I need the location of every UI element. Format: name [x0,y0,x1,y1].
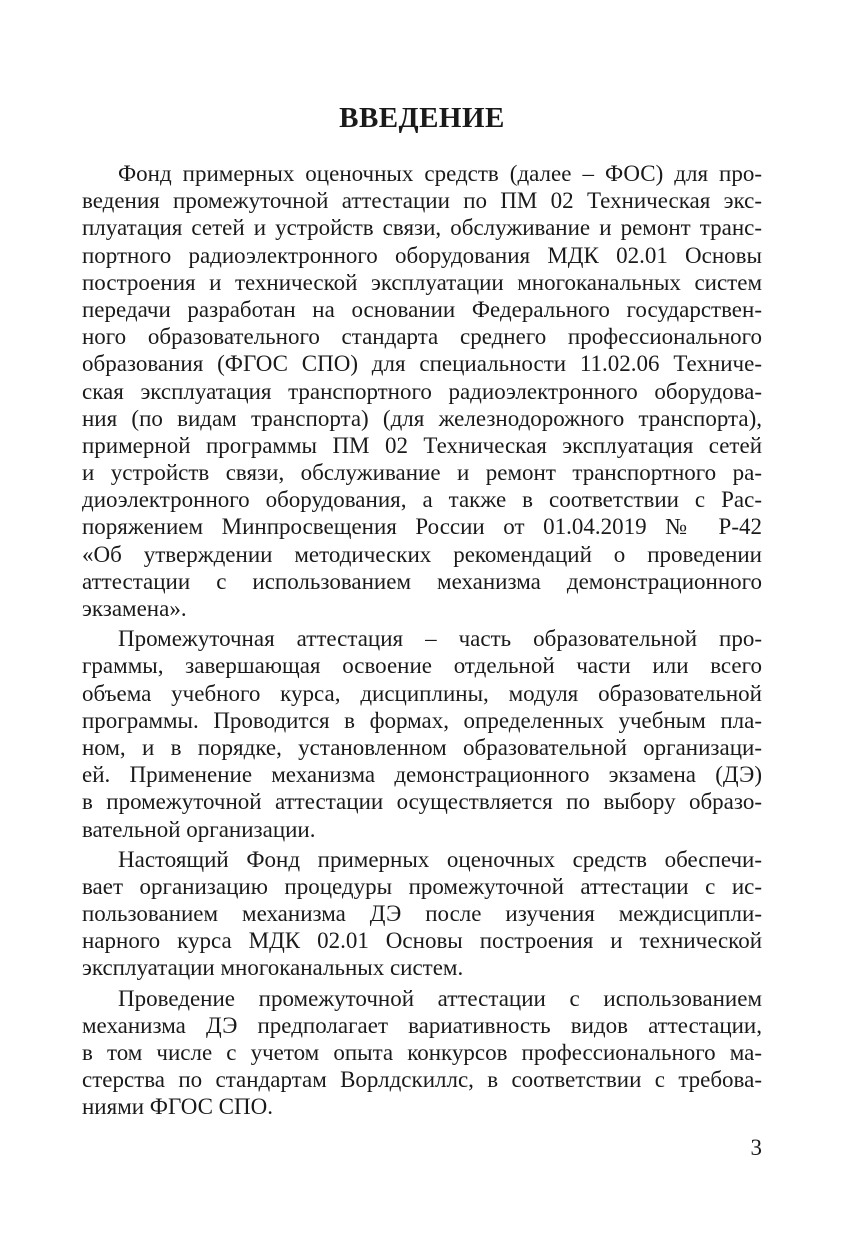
paragraph [82,625,762,843]
text-line: передачи разработан на основании Федерального государствен- [82,296,762,322]
text-line: Настоящий Фонд примерных оценочных средств обеспечи- [118,846,762,872]
text-line: экзамена». [82,596,187,621]
text-line: ведения промежуточной аттестации по ПМ 02 Техническая экс- [82,188,762,214]
text-line: стерства по стандартам Ворлдскиллс, в соответствии с требова- [82,1067,762,1093]
text-line: образования (ФГОС СПО) для специальности 11.02.06 Техниче- [82,351,762,377]
text-line: ская эксплуатация транспортного радиоэлектронного оборудова- [82,378,762,404]
paragraph [82,985,762,1121]
text-line: в том числе с учетом опыта конкурсов профессионального ма- [82,1040,762,1065]
paragraph [82,160,762,622]
text-line: плуатация сетей и устройств связи, обслуживание и ремонт транс- [82,215,762,241]
body-text [82,160,762,1124]
text-line: «Об утверждении методических рекомендаций о проведении [82,541,762,567]
text-line: граммы, завершающая освоение отдельной части или всего [82,653,762,679]
text-line: эксплуатации многоканальных систем. [82,955,464,981]
text-line: поряжением Минпросвещения России от 01.04.2019 № Р-42 [82,514,762,540]
text-line: диоэлектронного оборудования, а также в соответствии с Рас- [82,487,762,513]
text-line: построения и технической эксплуатации многоканальных систем [82,269,762,295]
text-line: Проведение промежуточной аттестации с использованием [118,985,762,1011]
text-line: ного образовательного стандарта среднего профессионального [82,324,762,350]
text-line: механизма ДЭ предполагает вариативность видов аттестации, [82,1012,762,1038]
text-line: в промежуточной аттестации осуществляется по выбору образо- [82,789,762,815]
text-line: программы. Проводится в формах, определенных учебным пла- [82,707,762,733]
text-line: Фонд примерных оценочных средств (далее – ФОС) для про- [118,161,762,186]
page-number: 3 [750,1135,762,1160]
text-line: ния (по видам транспорта) (для железнодорожного транспорта), [82,405,762,431]
text-line: и устройств связи, обслуживание и ремонт транспортного ра- [82,460,762,486]
text-line: ном, и в порядке, установленном образовательной организаци- [82,734,762,760]
text-line: Промежуточная аттестация – часть образовательной про- [118,626,762,652]
text-line: нарного курса МДК 02.01 Основы построения и технической [82,928,762,954]
page-title: ВВЕДЕНИЕ [339,102,505,134]
paragraph [82,846,762,982]
text-line: примерной программы ПМ 02 Техническая эксплуатация сетей [82,432,762,458]
text-line: портного радиоэлектронного оборудования МДК 02.01 Основы [82,242,762,268]
text-line: ниями ФГОС СПО. [82,1094,273,1120]
text-line: вает организацию процедуры промежуточной аттестации с ис- [82,873,762,899]
text-line: вательной организации. [82,816,316,842]
text-line: объема учебного курса, дисциплины, модуля образовательной [82,680,762,706]
text-line: аттестации с использованием механизма демонстрационного [82,568,762,594]
text-line: пользованием механизма ДЭ после изучения междисципли- [82,901,762,927]
document-page [82,0,762,1241]
text-line: ей. Применение механизма демонстрационного экзамена (ДЭ) [82,762,762,788]
